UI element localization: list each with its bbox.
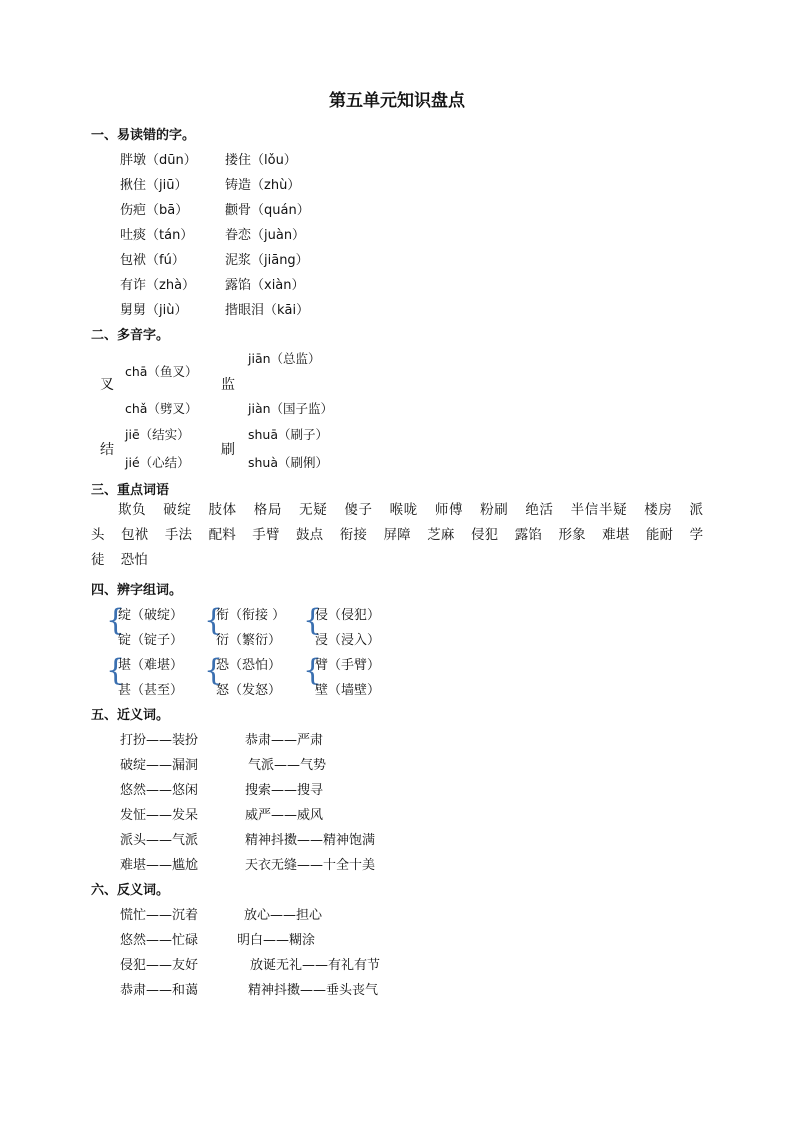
list-item: 恐（恐怕） [216, 658, 282, 673]
key-word: 欺负 [118, 502, 147, 518]
list-item: 悠然——悠闲 搜索——搜寻 [120, 783, 324, 798]
list-item: 侵犯——友好 放诞无礼——有礼有节 [120, 958, 381, 973]
list-item: 衍（繁衍） [216, 633, 282, 648]
list-item: 侵（侵犯） [315, 608, 381, 623]
list-item: 伤疤（bā） 颧骨（quán） [120, 203, 310, 218]
key-word: 派头 [91, 502, 703, 543]
polyphone-reading: shuā（刷子） [248, 427, 329, 442]
key-word: 能耐 [645, 527, 674, 543]
list-item: 绽（破绽） [118, 608, 184, 623]
key-word: 手臂 [252, 527, 280, 543]
polyphone-reading: jié（心结） [125, 455, 190, 470]
polyphone-reading: jiàn（国子监） [248, 401, 334, 416]
key-word: 难堪 [602, 527, 630, 543]
list-item: 甚（甚至） [118, 683, 184, 698]
key-word: 露馅 [514, 527, 542, 543]
brace-icon: { [204, 653, 224, 688]
key-word: 绝活 [525, 502, 554, 518]
list-item: 锭（锭子） [118, 633, 184, 648]
key-word: 喉咙 [389, 502, 418, 518]
polyphone-reading: shuà（刷俐） [248, 455, 329, 470]
key-word: 学徒 [91, 527, 704, 568]
key-word: 粉刷 [480, 502, 509, 518]
section-heading-6: 六、反义词。 [91, 883, 170, 898]
key-word: 傻子 [344, 502, 373, 518]
list-item: 堪（难堪） [118, 658, 184, 673]
list-item: 怒（发怒） [216, 683, 282, 698]
polyphone-char: 结 [100, 442, 114, 458]
key-word: 配料 [208, 527, 236, 543]
key-word: 鼓点 [296, 527, 324, 543]
section-heading-3: 三、重点词语 [91, 483, 170, 498]
page-title: 第五单元知识盘点 [329, 91, 465, 111]
list-item: 包袱（fú） 泥浆（jiāng） [120, 253, 309, 268]
key-word: 楼房 [644, 502, 673, 518]
key-word: 破绽 [163, 502, 192, 518]
key-word: 肢体 [208, 502, 237, 518]
key-word: 格局 [253, 502, 283, 518]
list-item: 派头——气派 精神抖擞——精神饱满 [120, 833, 376, 848]
list-item: 舅舅（jiù） 揩眼泪（kāi） [120, 303, 310, 318]
list-item: 慌忙——沉着 放心——担心 [120, 908, 323, 923]
polyphone-reading: chā（鱼叉） [125, 364, 198, 379]
polyphone-reading: jiē（结实） [125, 427, 190, 442]
list-item: 发怔——发呆 威严——威风 [120, 808, 324, 823]
key-word: 侵犯 [470, 527, 499, 543]
list-item: 有诈（zhà） 露馅（xiàn） [120, 278, 305, 293]
list-item: 胖墩（dūn） 搂住（lǒu） [120, 153, 297, 168]
list-item: 悠然——忙碌 明白——糊涂 [120, 933, 316, 948]
key-word: 恐怕 [120, 552, 148, 568]
key-word-list [91, 498, 703, 573]
list-item: 臂（手臂） [315, 658, 381, 673]
key-word: 半信半疑 [570, 502, 628, 518]
brace-icon: { [204, 603, 224, 638]
key-word: 衔接 [339, 527, 368, 543]
list-item: 壁（墙壁） [315, 683, 381, 698]
section-heading-4: 四、辨字组词。 [91, 583, 183, 598]
brace-icon: { [106, 603, 126, 638]
brace-icon: { [303, 603, 323, 638]
key-word: 无疑 [299, 502, 328, 518]
polyphone-reading: jiān（总监） [248, 351, 321, 366]
list-item: 揪住（jiū） 铸造（zhù） [120, 178, 301, 193]
key-word: 形象 [558, 527, 586, 543]
list-item: 破绽——漏洞 气派——气势 [120, 758, 327, 773]
key-word: 手法 [164, 527, 193, 543]
list-item: 难堪——尴尬 天衣无缝——十全十美 [120, 858, 376, 873]
key-word: 师傅 [434, 502, 464, 518]
polyphone-char: 叉 [100, 377, 114, 393]
polyphone-char: 监 [221, 377, 235, 393]
key-word: 包袱 [121, 527, 149, 543]
list-item: 恭肃——和蔼 精神抖擞——垂头丧气 [120, 983, 379, 998]
key-word: 芝麻 [427, 527, 455, 543]
polyphone-reading: chǎ（劈叉） [125, 401, 198, 416]
key-word: 屏障 [383, 527, 411, 543]
list-item: 衔（衔接 ） [216, 608, 286, 623]
list-item: 浸（浸入） [315, 633, 381, 648]
list-item: 打扮——装扮 恭肃——严肃 [120, 733, 324, 748]
brace-icon: { [303, 653, 323, 688]
polyphone-char: 刷 [221, 442, 235, 458]
section-heading-1: 一、易读错的字。 [91, 128, 196, 143]
section-heading-5: 五、近义词。 [91, 708, 170, 723]
section-heading-2: 二、多音字。 [91, 328, 170, 343]
brace-icon: { [106, 653, 126, 688]
list-item: 吐痰（tán） 眷恋（juàn） [120, 228, 306, 243]
